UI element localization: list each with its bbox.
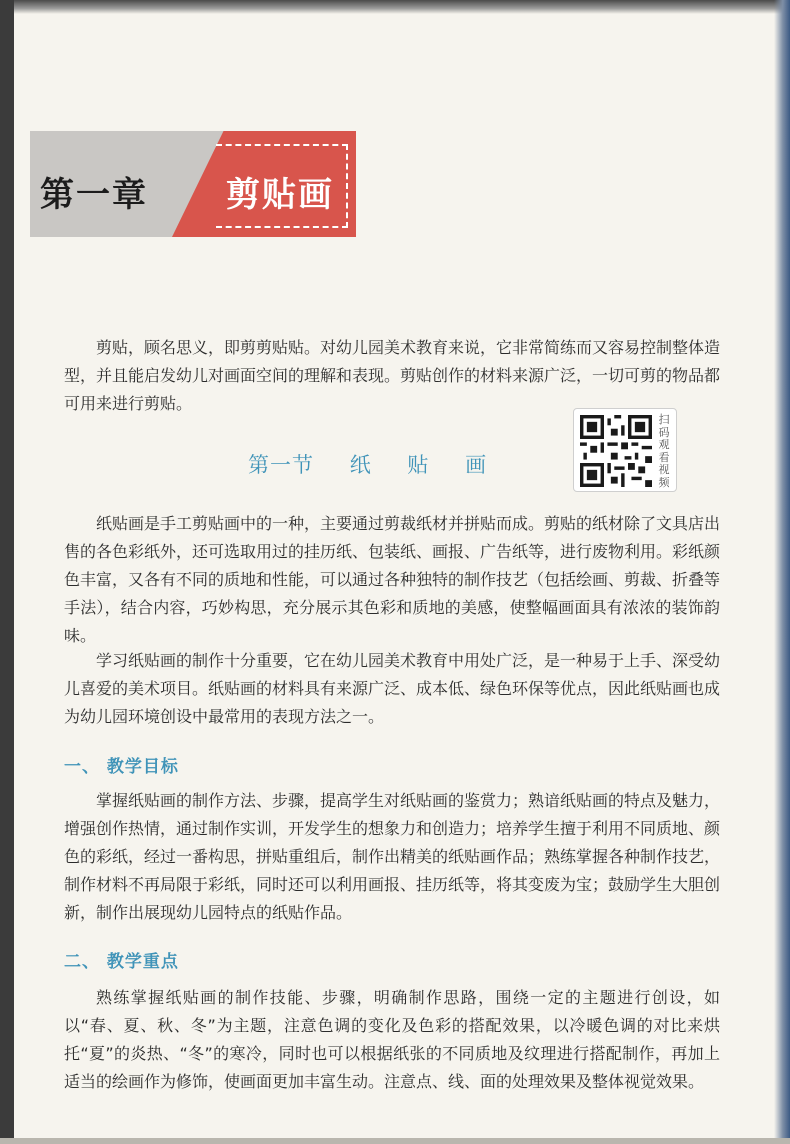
scan-bottom-edge <box>0 1138 790 1144</box>
section-number: 第一节 <box>248 453 314 477</box>
qr-code-icon[interactable] <box>580 415 652 487</box>
goals-paragraph: 掌握纸贴画的制作方法、步骤，提高学生对纸贴画的鉴赏力；熟谙纸贴画的特点及魅力，增强创作热情，通过制作实训，开发学生的想象力和创造力；培养学生擅于利用不同质地、颜色的彩纸，经过一番构思，拼贴重组后，制作出精美的纸贴画作品；熟练掌握各种制作技艺，制作材料不再局限于彩纸，同时还可以利用画报、挂历纸等，将其变废为宝；鼓励学生大胆创新，制作出展现幼儿园特点的纸贴作品。 <box>64 791 721 922</box>
section-title-char: 画 <box>465 453 488 477</box>
chapter-title: 剪贴画 <box>226 175 334 215</box>
body-paragraph: 学习纸贴画的制作十分重要，它在幼儿园美术教育中用处广泛，是一种易于上手、深受幼儿喜爱的美术项目。纸贴画的材料具有来源广泛、成本低、绿色环保等优点，因此纸贴画也成为幼儿园环境创设中最常用的表现方法之一。 <box>64 651 721 726</box>
qr-code-card[interactable] <box>573 408 677 492</box>
section-title-char: 纸 <box>349 453 372 477</box>
intro-paragraph: 剪贴，顾名思义，即剪剪贴贴。对幼儿园美术教育来说，它非常简练而又容易控制整体造型，并且能启发幼儿对画面空间的理解和表现。剪贴创作的材料来源广泛，一切可剪的物品都可用来进行剪贴。 <box>64 338 721 413</box>
chapter-number: 第一章 <box>40 175 148 215</box>
section-title-char: 贴 <box>407 453 430 477</box>
heading-teaching-focus: 二、 教学重点 <box>64 952 179 972</box>
scan-top-edge <box>0 0 790 14</box>
scan-right-edge <box>774 0 790 1144</box>
body-paragraph: 纸贴画是手工剪贴画中的一种，主要通过剪裁纸材并拼贴而成。剪贴的纸材除了文具店出售的各色彩纸外，还可选取用过的挂历纸、包装纸、画报、广告纸等，进行废物利用。彩纸颜色丰富，又各有不同的质地和性能，可以通过各种独特的制作技艺（包括绘画、剪裁、折叠等手法），结合内容，巧妙构思，充分展示其色彩和质地的美感，使整幅画面具有浓浓的装饰韵味。 <box>64 514 721 645</box>
qr-caption: 扫码观看视频 <box>658 413 670 489</box>
chapter-banner <box>30 131 356 239</box>
focus-paragraph: 熟练掌握纸贴画的制作技能、步骤，明确制作思路，围绕一定的主题进行创设，如以“春、夏、秋、冬”为主题，注意色调的变化及色彩的搭配效果，以冷暖色调的对比来烘托“夏”的炎热、“冬”的寒冷，同时也可以根据纸张的不同质地及纹理进行搭配制作，再加上适当的绘画作为修饰，使画面更加丰富生动。注意点、线、面的处理效果及整体视觉效果。 <box>64 988 720 1091</box>
heading-teaching-goals: 一、 教学目标 <box>64 757 179 777</box>
section-title <box>248 449 487 479</box>
scan-left-edge <box>0 0 14 1144</box>
